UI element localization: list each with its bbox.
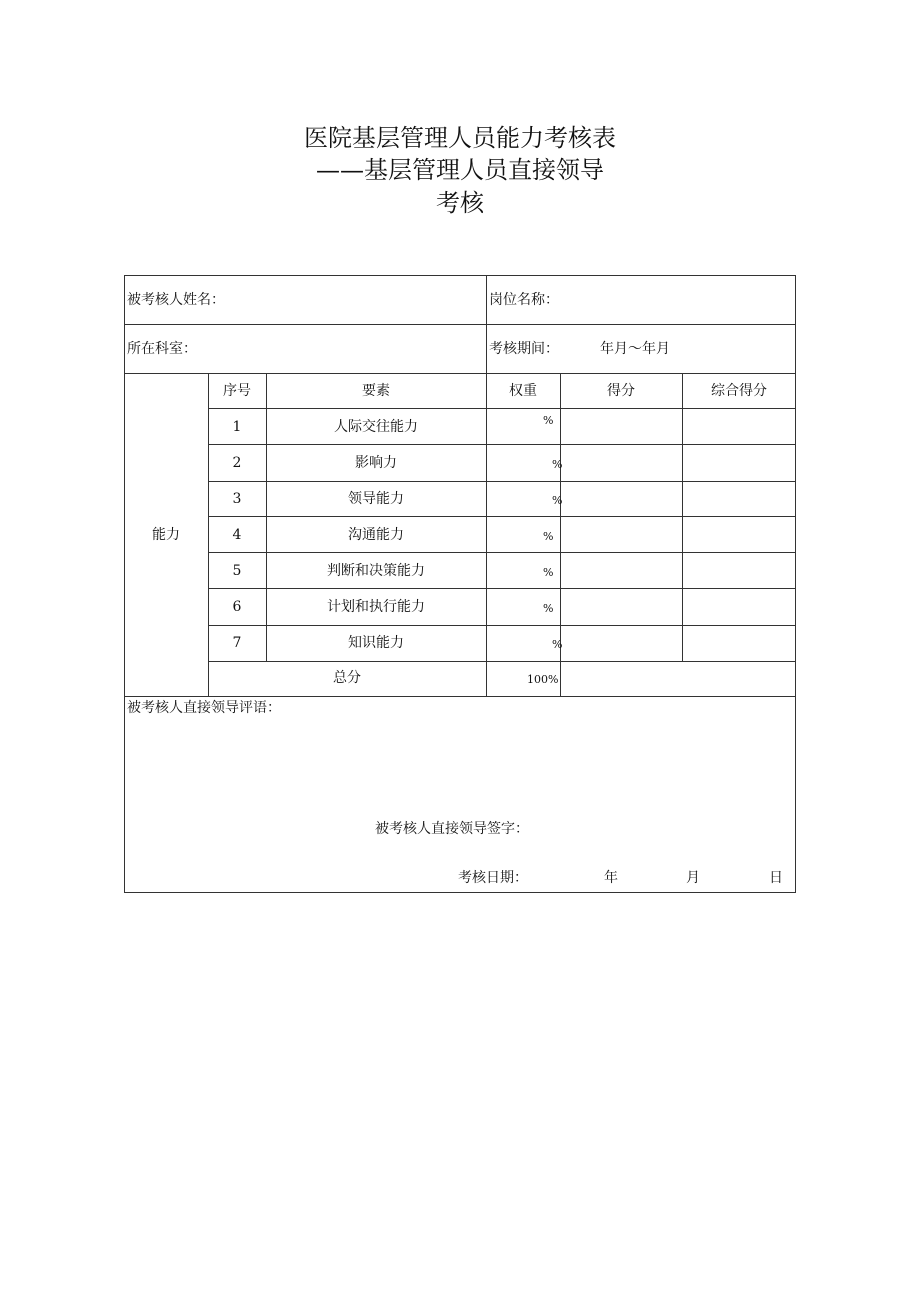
- form-grid-lines: [124, 275, 796, 893]
- date-day-label: 日: [769, 870, 783, 886]
- row-number: 5: [232, 563, 242, 579]
- row-item: 沟通能力: [348, 527, 404, 543]
- column-header-item: 要素: [362, 383, 390, 399]
- row-item: 领导能力: [348, 491, 404, 507]
- row-item: 影响力: [355, 455, 397, 471]
- row-weight: %: [543, 602, 554, 615]
- column-header-score: 得分: [607, 383, 635, 399]
- row-weight: %: [552, 494, 563, 507]
- supervisor-signature-label: 被考核人直接领导签字：: [375, 821, 529, 837]
- supervisor-comments-label: 被考核人直接领导评语：: [127, 700, 281, 716]
- period-value: 年月～年月: [600, 341, 670, 357]
- row-weight: %: [543, 414, 554, 427]
- appraisal-form: [124, 275, 796, 893]
- column-header-no: 序号: [223, 383, 251, 399]
- form-subtitle: ——基层管理人员直接领导: [316, 156, 604, 184]
- row-item: 人际交往能力: [334, 419, 418, 435]
- total-label: 总分: [333, 670, 361, 686]
- date-year-label: 年: [604, 870, 618, 886]
- row-number: 3: [232, 491, 242, 507]
- row-item: 知识能力: [348, 635, 404, 651]
- row-weight: %: [543, 566, 554, 579]
- appraisal-date-label: 考核日期：: [458, 870, 528, 886]
- row-weight: %: [543, 530, 554, 543]
- row-number: 6: [232, 599, 242, 615]
- row-number: 7: [232, 635, 242, 651]
- period-label: 考核期间：: [489, 341, 559, 357]
- row-item: 判断和决策能力: [327, 563, 425, 579]
- column-header-weight: 权重: [509, 383, 537, 399]
- row-item: 计划和执行能力: [327, 599, 425, 615]
- date-month-label: 月: [686, 870, 700, 886]
- row-number: 2: [232, 455, 242, 471]
- row-weight: %: [552, 458, 563, 471]
- row-number: 4: [232, 527, 242, 543]
- row-number: 1: [232, 419, 242, 435]
- total-weight: 100%: [527, 673, 559, 686]
- department-label: 所在科室：: [127, 341, 197, 357]
- column-header-overall-score: 综合得分: [711, 383, 767, 399]
- row-weight: %: [552, 638, 563, 651]
- form-subtitle-continued: 考核: [436, 189, 484, 217]
- ability-group-label: 能力: [152, 527, 180, 543]
- form-title: 医院基层管理人员能力考核表: [304, 124, 616, 152]
- position-name-label: 岗位名称：: [489, 292, 559, 308]
- employee-name-label: 被考核人姓名：: [127, 292, 225, 308]
